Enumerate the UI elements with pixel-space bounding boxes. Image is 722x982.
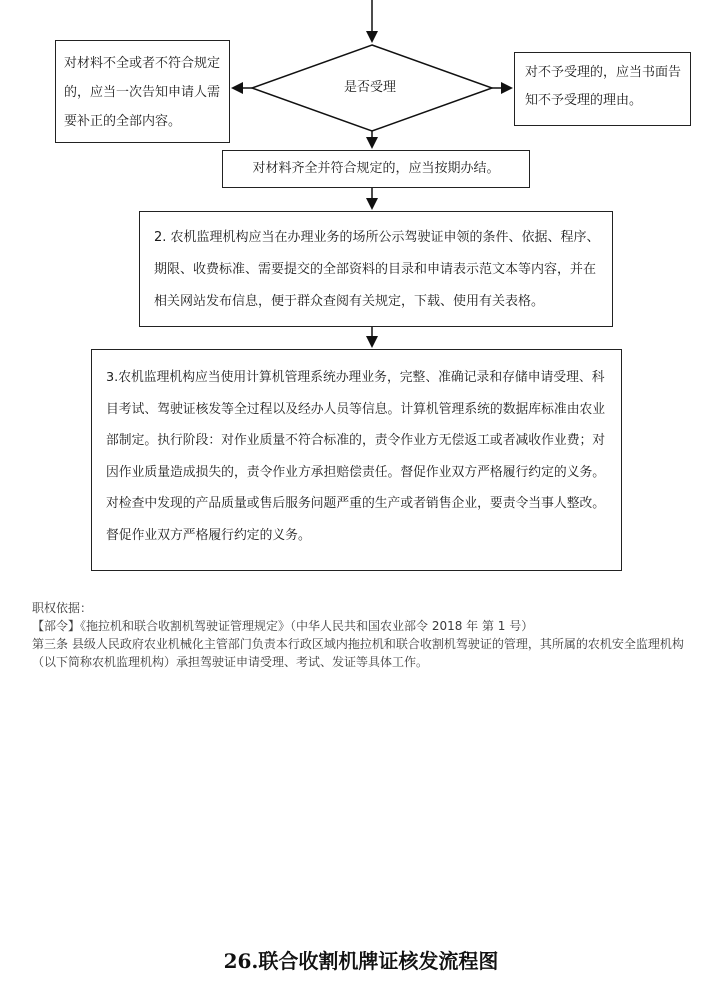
authority-section	[32, 599, 704, 671]
step3-text: 3.农机监理机构应当使用计算机管理系统办理业务，完整、准确记录和存储申请受理、科目考试、驾驶证核发等全过程以及经办人员等信息。计算机管理系统的数据库标准由农业部制定。执行阶段：对作业质量不符合标准的，责令作业方无偿返工或者减收作业费；对因作业质量造成损失的，责令作业方承担赔偿责任。督促作业双方严格履行约定的义务。对检查中发现的产品质量或售后服务问题严重的生产或者销售企业，要责令当事人整改。督促作业双方严格履行约定的义务。	[106, 370, 606, 543]
authority-heading: 职权依据：	[32, 601, 93, 615]
rejection-text: 对不予受理的，应当书面告知不予受理的理由。	[525, 65, 682, 108]
rejection-box	[514, 52, 691, 126]
step2-text: 2. 农机监理机构应当在办理业务的场所公示驾驶证申领的条件、依据、程序、期限、收费标准、需要提交的全部资料的目录和申请表示范文本等内容，并在相关网站发布信息，便于群众查阅有关规定，下载、使用有关表格。	[154, 230, 600, 309]
step2-box	[139, 211, 613, 327]
next-flowchart-title: 26.联合收割机牌证核发流程图	[223, 949, 499, 973]
accept-text: 对材料齐全并符合规定的，应当按期办结。	[252, 161, 500, 176]
authority-regulation: 【部令】《拖拉机和联合收割机驾驶证管理规定》（中华人民共和国农业部令 2018 年 第 1 号）	[32, 619, 534, 633]
accept-box	[222, 150, 530, 188]
incomplete-materials-box	[55, 40, 230, 143]
authority-article: 第三条 县级人民政府农业机械化主管部门负责本行政区域内拖拉机和联合收割机驾驶证的管理，其所属的农机安全监理机构（以下简称农机监理机构）承担驾驶证申请受理、考试、发证等具体工作。	[32, 637, 684, 669]
step3-box	[91, 349, 622, 571]
incomplete-materials-text: 对材料不全或者不符合规定的，应当一次告知申请人需要补正的全部内容。	[64, 56, 221, 129]
decision-label: 是否受理	[343, 80, 396, 95]
